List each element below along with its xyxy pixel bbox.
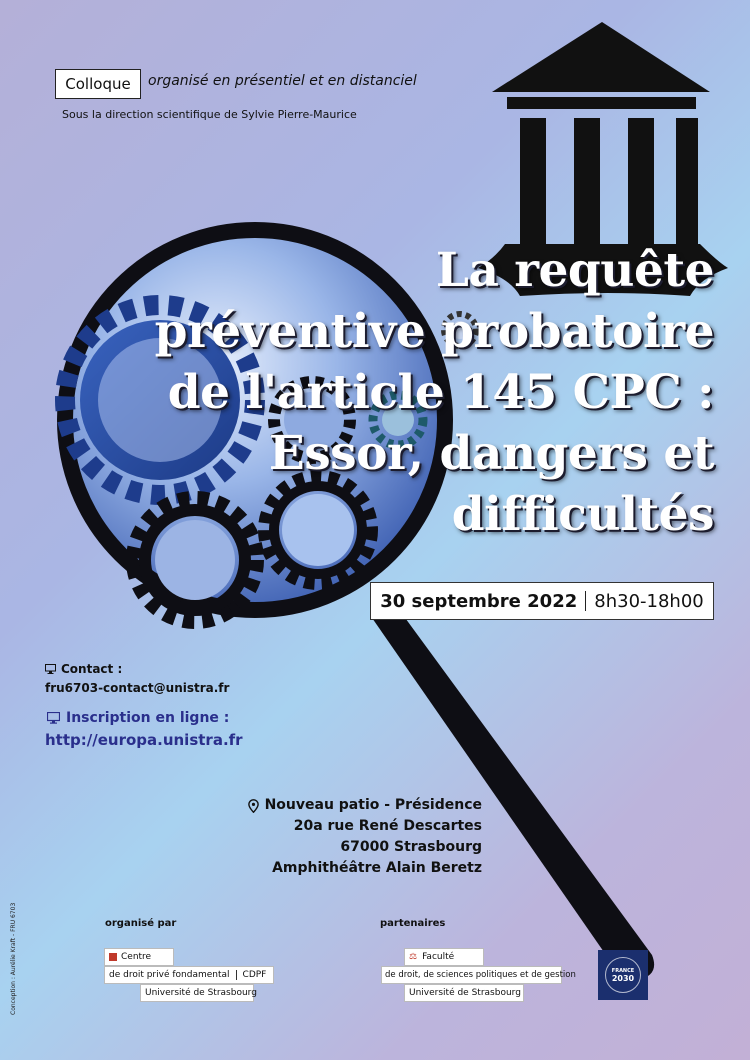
cdpf-line3: Université de Strasbourg bbox=[145, 988, 257, 998]
page-title bbox=[154, 240, 714, 545]
address-line: Amphithéâtre Alain Beretz bbox=[272, 860, 482, 876]
cdpf-logo-line1 bbox=[104, 948, 174, 966]
title-line: difficultés bbox=[451, 487, 714, 542]
faculte-line3: Université de Strasbourg bbox=[409, 988, 521, 998]
organized-by-label: organisé par bbox=[105, 918, 177, 929]
scales-icon: ⚖ bbox=[409, 952, 418, 962]
monitor-icon bbox=[47, 712, 60, 724]
scientific-director: Sous la direction scientifique de Sylvie Pierre-Maurice bbox=[62, 108, 357, 121]
contact-email-link[interactable]: fru6703-contact@unistra.fr bbox=[45, 681, 230, 695]
france-2030-line1: FRANCE bbox=[611, 967, 635, 974]
faculte-logo-line1 bbox=[404, 948, 484, 966]
date-box bbox=[370, 582, 714, 620]
title-line: La requête bbox=[435, 243, 714, 298]
address-line-text: Nouveau patio - Présidence bbox=[264, 797, 482, 813]
title-line: Essor, dangers et bbox=[268, 426, 714, 481]
design-credit: Conception : Aurélie Kraft - FRU 6703 bbox=[10, 902, 17, 1015]
contact-label bbox=[45, 662, 122, 676]
cdpf-line1: Centre bbox=[121, 952, 152, 962]
cdpf-logo-line2 bbox=[104, 966, 274, 984]
registration-label bbox=[47, 710, 229, 726]
registration-link[interactable]: http://europa.unistra.fr bbox=[45, 731, 243, 749]
event-date: 30 septembre 2022 bbox=[380, 590, 578, 612]
contact-label-text: Contact : bbox=[61, 662, 123, 676]
faculte-logo-line2 bbox=[381, 966, 576, 984]
title-line: de l'article 145 CPC : bbox=[167, 365, 714, 420]
partners-label: partenaires bbox=[380, 918, 446, 929]
monitor-icon bbox=[45, 664, 56, 674]
faculte-logo-line3 bbox=[404, 984, 524, 1002]
event-mode: organisé en présentiel et en distanciel bbox=[148, 73, 417, 89]
registration-label-text: Inscription en ligne : bbox=[66, 710, 230, 726]
cdpf-line2: de droit privé fondamental bbox=[109, 970, 230, 980]
address-line: 20a rue René Descartes bbox=[293, 818, 482, 834]
logo-ring bbox=[605, 957, 641, 993]
event-time: 8h30-18h00 bbox=[594, 590, 704, 612]
faculte-line1: Faculté bbox=[422, 952, 455, 962]
pin-icon bbox=[248, 799, 259, 813]
france-2030-logo bbox=[598, 950, 648, 1000]
divider bbox=[236, 970, 237, 980]
cdpf-logo-line3 bbox=[140, 984, 257, 1002]
cdpf-acronym: CDPF bbox=[242, 970, 267, 980]
address-line: 67000 Strasbourg bbox=[340, 839, 482, 855]
divider bbox=[585, 591, 586, 611]
title-line: préventive probatoire bbox=[154, 304, 714, 359]
france-2030-line2: 2030 bbox=[611, 973, 635, 983]
book-icon bbox=[109, 953, 117, 961]
venue-address bbox=[216, 795, 482, 879]
faculte-line2: de droit, de sciences politiques et de gestion bbox=[385, 970, 576, 980]
event-type-badge: Colloque bbox=[55, 69, 141, 99]
address-line bbox=[216, 795, 482, 816]
